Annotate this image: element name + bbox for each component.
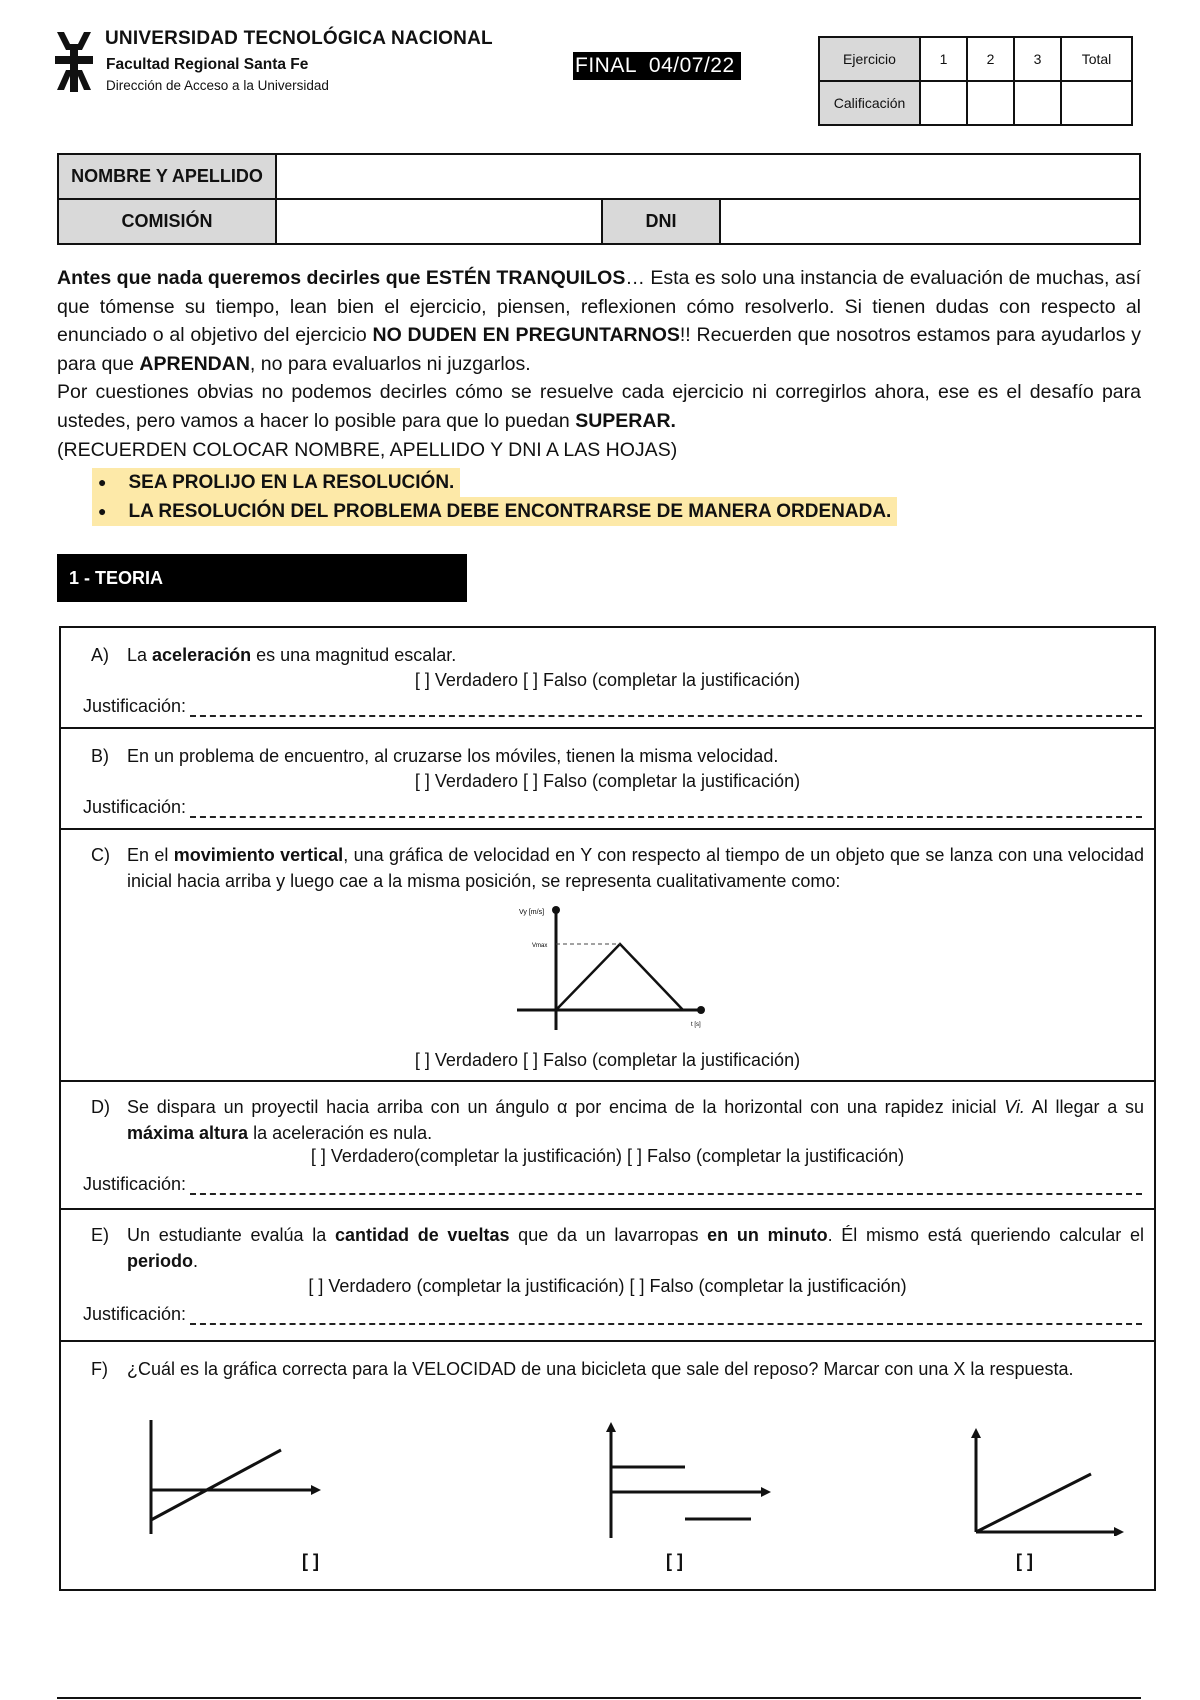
grade-row-label-ejercicio: Ejercicio [819, 37, 920, 81]
graph-y-label: Vy [m/s] [519, 909, 545, 916]
grade-col-1: 1 [920, 37, 967, 81]
x-axis-arrow-icon [697, 1006, 705, 1014]
intro-text-4: Por cuestiones obvias no podemos decirles cómo se resuelve cada ejercicio ni corregirlos ahora, ese es el desafío para ustedes, pero vamos a hacer lo posible para que lo puedan [57, 381, 1141, 432]
true-false-options[interactable]: [ ] Verdadero(completar la justificación) [ ] Falso (completar la justificación) [310, 1146, 905, 1166]
grade-cell-1[interactable] [920, 81, 967, 125]
university-name: UNIVERSIDAD TECNOLÓGICA NACIONAL [105, 28, 493, 49]
grade-cell-2[interactable] [967, 81, 1014, 125]
name-field[interactable] [277, 155, 1139, 200]
question-letter: E) [91, 1225, 109, 1245]
intro-text-3: , no para evaluarlos ni juzgarlos. [249, 352, 531, 375]
bullet-dot-icon: ● [98, 503, 107, 519]
section-title: 1 - TEORIA [57, 554, 467, 602]
department-name: Dirección de Acceso a la Universidad [106, 78, 329, 93]
question-letter: C) [91, 845, 110, 865]
question-letter: F) [91, 1359, 108, 1379]
bullet-item [92, 468, 897, 497]
justification-field[interactable]: Justificación: [83, 1174, 1142, 1195]
dni-label: DNI [603, 200, 721, 243]
option-graph-3 [966, 1426, 1126, 1536]
instruction-bullets [92, 468, 897, 526]
faculty-name: Facultad Regional Santa Fe [106, 56, 309, 73]
arrow-icon [971, 1428, 981, 1438]
arrow-icon [606, 1422, 616, 1432]
dni-field[interactable] [721, 200, 1139, 243]
question-letter: A) [91, 645, 109, 665]
intro-paragraph-2 [57, 378, 1141, 435]
utn-logo [55, 30, 93, 92]
true-false-options[interactable]: [ ] Verdadero [ ] Falso (completar la justificación) [414, 670, 801, 690]
name-label: NOMBRE Y APELLIDO [59, 155, 277, 200]
arrow-icon [1114, 1527, 1124, 1536]
grade-row-label-calificacion: Calificación [819, 81, 920, 125]
option-1-checkbox[interactable]: [ ] [302, 1551, 319, 1571]
velocity-time-graph [501, 900, 781, 1040]
grade-cell-total[interactable] [1061, 81, 1132, 125]
true-false-options[interactable]: [ ] Verdadero [ ] Falso (completar la justificación) [414, 1050, 801, 1070]
justification-field[interactable]: Justificación: [83, 696, 1142, 717]
intro-text-2: !! Recuerden que nosotros estamos para ayudarlos y para que [57, 324, 1141, 375]
grade-col-total: Total [1061, 37, 1132, 81]
grade-col-3: 3 [1014, 37, 1061, 81]
intro-bold-preguntarnos: NO DUDEN EN PREGUNTARNOS [372, 324, 680, 347]
question-c: C) En el movimiento vertical, una gráfica de velocidad en Y con respecto al tiempo de un objeto que se lanza con una velocidad inicial hacia arriba y luego cae a la misma posición, se representa cualitativamente como: Vy [m/s] Vmax t [s] [ ] Verdadero [ ] Falso (completar la justificación) [61, 830, 1154, 1082]
grade-col-2: 2 [967, 37, 1014, 81]
option-graph-1 [141, 1420, 321, 1540]
footer-divider [57, 1697, 1141, 1699]
justification-field[interactable]: Justificación: [83, 1304, 1142, 1325]
bullet-text-2: LA RESOLUCIÓN DEL PROBLEMA DEBE ENCONTRARSE DE MANERA ORDENADA. [128, 501, 892, 522]
question-a: A) La aceleración es una magnitud escalar. [ ] Verdadero [ ] Falso (completar la justificación) Justificación: [61, 628, 1154, 729]
question-letter: D) [91, 1097, 110, 1117]
intro-bold-aprendan: APRENDAN [139, 352, 250, 375]
intro-bold-tranquilos: Antes que nada queremos decirles que ESTÉN TRANQUILOS [57, 267, 626, 289]
question-d: D) Se dispara un proyectil hacia arriba con un ángulo α por encima de la horizontal con una rapidez inicial Vi. Al llegar a su máxima altura la aceleración es nula. [ ] Verdadero(completar la justificación) [ ] Falso (completar la justificación) Justificación: [61, 1082, 1154, 1210]
option-2-checkbox[interactable]: [ ] [666, 1551, 683, 1571]
true-false-options[interactable]: [ ] Verdadero [ ] Falso (completar la justificación) [414, 771, 801, 791]
justification-field[interactable]: Justificación: [83, 797, 1142, 818]
commission-label: COMISIÓN [59, 200, 277, 243]
intro-paragraph-1 [57, 264, 1141, 378]
questions-table [59, 626, 1156, 1591]
student-info-table [57, 153, 1141, 245]
bullet-dot-icon: ● [98, 474, 107, 490]
question-f: F) ¿Cuál es la gráfica correcta para la VELOCIDAD de una bicicleta que sale del reposo? Marcar con una X la respuesta. [ ] [ ] [ ] [61, 1342, 1154, 1589]
graph-peak-label: Vmax [532, 943, 548, 949]
intro-text-1: … Esta es solo una instancia de evaluación de muchas, así que tómense su tiempo, lean bien el ejercicio, piensen, reflexionen cómo resolverlo. Si tienen dudas con respecto al enunciado o al objetivo del ejercicio [57, 267, 1141, 347]
question-letter: B) [91, 746, 109, 766]
true-false-options[interactable]: [ ] Verdadero (completar la justificación) [ ] Falso (completar la justificación) [308, 1276, 907, 1296]
intro-text [57, 264, 1141, 464]
option-3-checkbox[interactable]: [ ] [1016, 1551, 1033, 1571]
intro-paragraph-3: (RECUERDEN COLOCAR NOMBRE, APELLIDO Y DNI A LAS HOJAS) [57, 438, 678, 461]
bullet-item [92, 497, 897, 526]
graph-x-label: t [s] [691, 1022, 701, 1028]
exam-title: FINAL 04/07/22 [573, 52, 741, 80]
option-graph-2 [601, 1422, 776, 1542]
bullet-text-1: SEA PROLIJO EN LA RESOLUCIÓN. [128, 472, 455, 493]
velocity-line [556, 944, 683, 1010]
commission-field[interactable] [277, 200, 603, 243]
arrow-icon [761, 1487, 771, 1497]
question-e: E) Un estudiante evalúa la cantidad de vueltas que da un lavarropas en un minuto. Él mismo está queriendo calcular el periodo. [ ] Verdadero (completar la justificación) [ ] Falso (completar la justificación) Justificación: [61, 1210, 1154, 1342]
arrow-icon [311, 1485, 321, 1495]
question-b: B) En un problema de encuentro, al cruzarse los móviles, tienen la misma velocidad. [ ] Verdadero [ ] Falso (completar la justificación) Justificación: [61, 729, 1154, 830]
y-axis-arrow-icon [552, 906, 560, 914]
grade-table [818, 36, 1133, 126]
grade-cell-3[interactable] [1014, 81, 1061, 125]
intro-bold-superar: SUPERAR. [575, 409, 676, 432]
